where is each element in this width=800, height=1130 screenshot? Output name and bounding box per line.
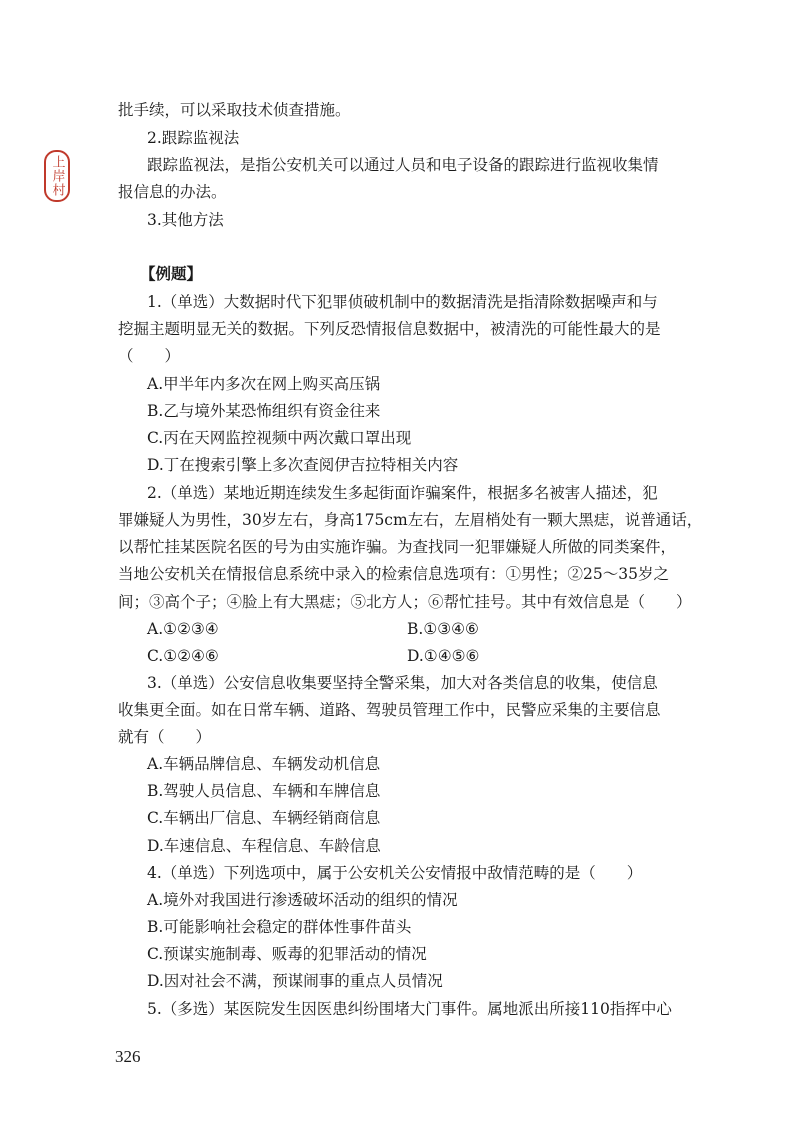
q1-option-c: C.丙在天网监控视频中两次戴口罩出现 — [147, 429, 412, 447]
section-title: 3.其他方法 — [147, 211, 224, 229]
text-line: 批手续，可以采取技术侦查措施。 — [118, 101, 351, 119]
question-2-line-2: 罪嫌疑人为男性，30岁左右，身高175cm左右，左眉梢处有一颗大黑痣，说普通话， — [118, 511, 703, 529]
q2-option-d: D.①④⑤⑥ — [407, 647, 480, 665]
question-1-line-3: （ ） — [118, 347, 181, 365]
q2-option-b: B.①③④⑥ — [407, 620, 479, 638]
question-2-line-3: 以帮忙挂某医院名医的号为由实施诈骗。为查找同一犯罪嫌疑人所做的同类案件， — [118, 538, 677, 556]
q4-option-a: A.境外对我国进行渗透破坏活动的组织的情况 — [147, 891, 458, 909]
text-line: 跟踪监视法，是指公安机关可以通过人员和电子设备的跟踪进行监视收集情 — [147, 156, 659, 174]
q4-option-c: C.预谋实施制毒、贩毒的犯罪活动的情况 — [147, 945, 427, 963]
question-5-line-1: 5.（多选）某医院发生因医患纠纷围堵大门事件。属地派出所接110指挥中心 — [147, 1000, 672, 1018]
question-2-line-4: 当地公安机关在情报信息系统中录入的检索信息选项有：①男性；②25～35岁之 — [118, 565, 669, 583]
q1-option-b: B.乙与境外某恐怖组织有资金往来 — [147, 402, 381, 420]
question-3-line-2: 收集更全面。如在日常车辆、道路、驾驶员管理工作中，民警应采集的主要信息 — [118, 701, 661, 719]
text-line: 报信息的办法。 — [118, 183, 227, 201]
q1-option-a: A.甲半年内多次在网上购买高压锅 — [147, 375, 381, 393]
logo-seal — [44, 150, 70, 202]
question-1-line-2: 挖掘主题明显无关的数据。下列反恐情报信息数据中，被清洗的可能性最大的是 — [118, 320, 661, 338]
q1-option-d: D.丁在搜索引擎上多次查阅伊吉拉特相关内容 — [147, 456, 459, 474]
q3-option-b: B.驾驶人员信息、车辆和车牌信息 — [147, 782, 381, 800]
q2-option-a: A.①②③④ — [147, 620, 219, 638]
q2-option-c: C.①②④⑥ — [147, 647, 219, 665]
logo-text: 上岸村 — [49, 155, 65, 197]
question-2-line-5: 间；③高个子；④脸上有大黑痣；⑤北方人；⑥帮忙挂号。其中有效信息是（ ） — [118, 593, 692, 611]
question-4-line-1: 4.（单选）下列选项中，属于公安机关公安情报中敌情范畴的是（ ） — [147, 864, 643, 882]
question-3-line-1: 3.（单选）公安信息收集要坚持全警采集，加大对各类信息的收集，使信息 — [147, 674, 658, 692]
question-1-line-1: 1.（单选）大数据时代下犯罪侦破机制中的数据清洗是指清除数据噪声和与 — [147, 293, 658, 311]
page-number: 326 — [115, 1047, 141, 1066]
question-3-line-3: 就有（ ） — [118, 728, 212, 746]
q4-option-b: B.可能影响社会稳定的群体性事件苗头 — [147, 918, 412, 936]
q3-option-a: A.车辆品牌信息、车辆发动机信息 — [147, 755, 381, 773]
q3-option-d: D.车速信息、车程信息、车龄信息 — [147, 837, 381, 855]
example-heading: 【例题】 — [140, 265, 203, 283]
q3-option-c: C.车辆出厂信息、车辆经销商信息 — [147, 809, 381, 827]
question-2-line-1: 2.（单选）某地近期连续发生多起街面诈骗案件，根据多名被害人描述，犯 — [147, 484, 658, 502]
section-title: 2.跟踪监视法 — [147, 129, 240, 147]
q4-option-d: D.因对社会不满，预谋闹事的重点人员情况 — [147, 972, 443, 990]
